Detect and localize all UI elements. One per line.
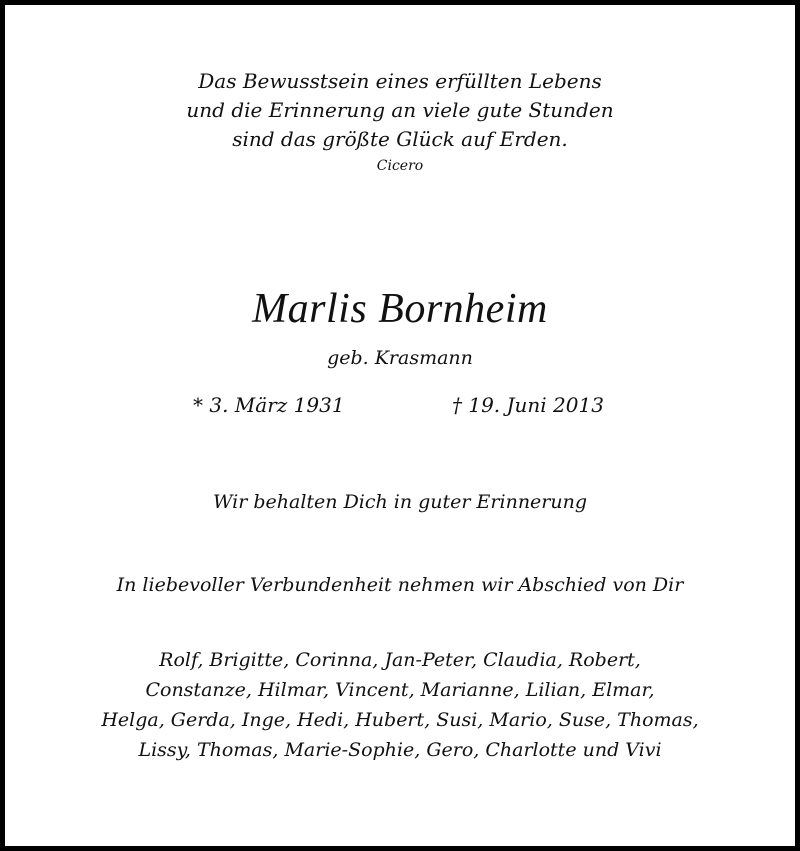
farewell-text: In liebevoller Verbundenheit nehmen wir Abschied von Dir <box>116 574 684 596</box>
mourners-line-3: Helga, Gerda, Inge, Hedi, Hubert, Susi, Mario, Suse, Thomas, <box>101 709 699 731</box>
quote-line-2: und die Erinnerung an viele gute Stunden <box>186 98 614 122</box>
memory-text: Wir behalten Dich in guter Erinnerung <box>212 491 588 513</box>
death-date: † 19. Juni 2013 <box>452 393 604 417</box>
mourners-line-1: Rolf, Brigitte, Corinna, Jan-Peter, Claudia, Robert, <box>159 649 641 671</box>
birth-name: geb. Krasmann <box>327 347 473 369</box>
mourners-line-4: Lissy, Thomas, Marie-Sophie, Gero, Charlotte und Vivi <box>138 739 662 761</box>
deceased-name: Marlis Bornheim <box>252 286 548 332</box>
mourners-line-2: Constanze, Hilmar, Vincent, Marianne, Lilian, Elmar, <box>145 679 655 701</box>
birth-date: * 3. März 1931 <box>193 393 345 417</box>
quote-line-3: sind das größte Glück auf Erden. <box>232 127 568 151</box>
life-dates <box>5 393 795 423</box>
quote-line-1: Das Bewusstsein eines erfüllten Lebens <box>198 69 602 93</box>
quote-author: Cicero <box>376 158 424 174</box>
